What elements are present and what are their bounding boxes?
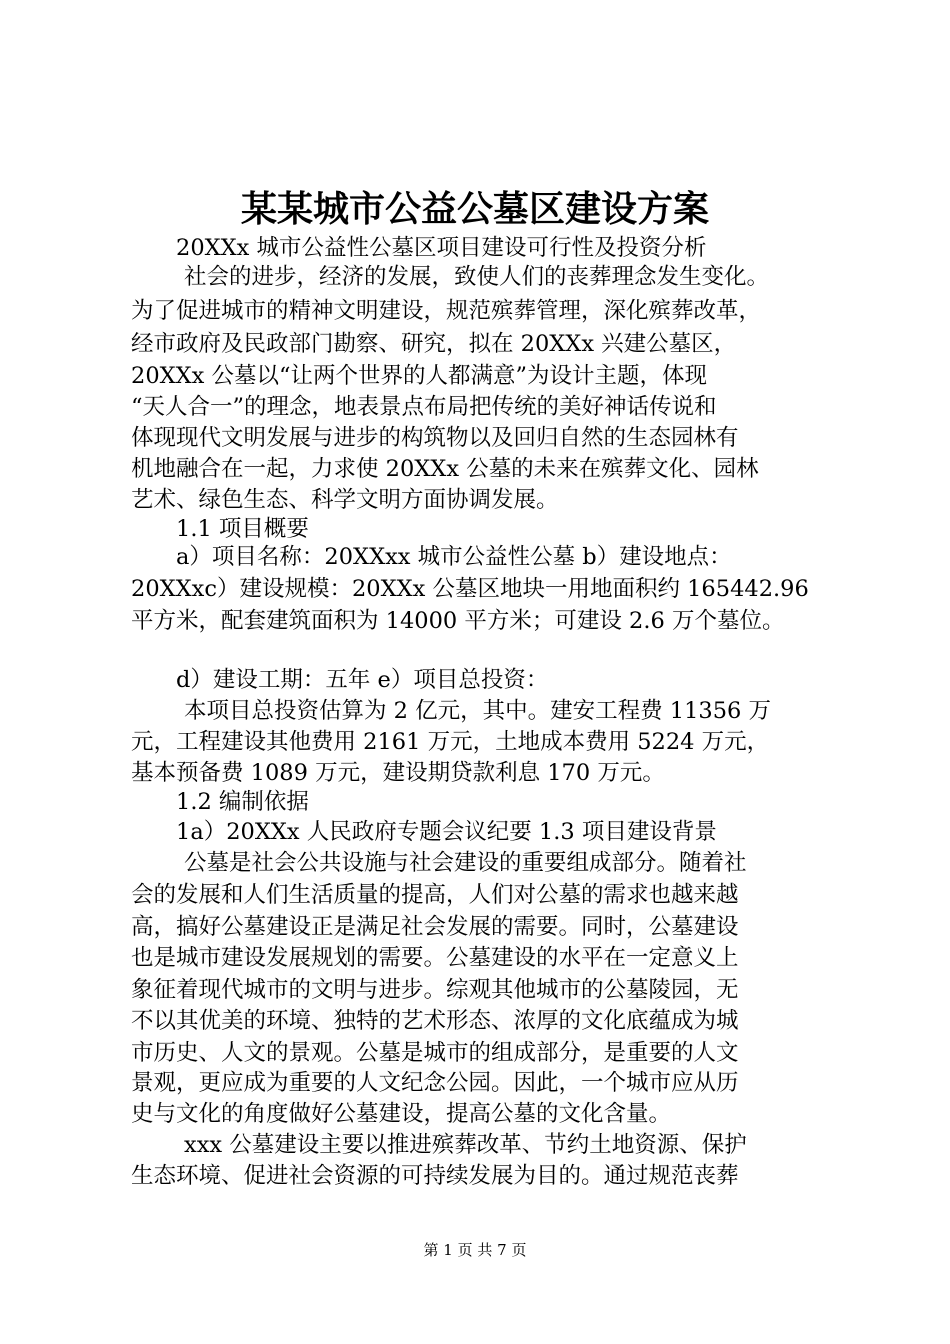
body-line: 机地融合在一起，力求使 20XXx 公墓的未来在殡葬文化、园林 [131, 456, 759, 482]
document-title: 某某城市公益公墓区建设方案 [240, 188, 709, 230]
body-line: 公墓是社会公共设施与社会建设的重要组成部分。随着社 [184, 850, 747, 876]
body-line: 市历史、人文的景观。公墓是城市的组成部分，是重要的人文 [131, 1040, 739, 1066]
body-line: 经市政府及民政部门勘察、研究，拟在 20XXx 兴建公墓区， [131, 331, 737, 357]
section-heading: 1.1 项目概要 [176, 516, 309, 542]
body-line: 艺术、绿色生态、科学文明方面协调发展。 [131, 487, 559, 513]
body-line: 景观，更应成为重要的人文纪念公园。因此，一个城市应从历 [131, 1070, 739, 1096]
body-line: 元，工程建设其他费用 2161 万元，土地成本费用 5224 万元， [131, 729, 770, 755]
body-line: 也是城市建设发展规划的需要。公墓建设的水平在一定意义上 [131, 945, 739, 971]
body-line: 象征着现代城市的文明与进步。综观其他城市的公墓陵园，无 [131, 977, 739, 1003]
body-line: 20XXx 公墓以“让两个世界的人都满意”为设计主题，体现 [131, 363, 708, 389]
body-line: 社会的进步，经济的发展，致使人们的丧葬理念发生变化。 [184, 264, 770, 290]
body-line: 基本预备费 1089 万元，建设期贷款利息 170 万元。 [131, 760, 665, 786]
body-line: 20XXx 城市公益性公墓区项目建设可行性及投资分析 [176, 235, 707, 261]
body-line: “天人合一”的理念，地表景点布局把传统的美好神话传说和 [131, 394, 717, 420]
section-heading: 1.2 编制依据 [176, 789, 309, 815]
body-line: 体现现代文明发展与进步的构筑物以及回归自然的生态园林有 [131, 425, 739, 451]
body-line: 为了促进城市的精神文明建设，规范殡葬管理，深化殡葬改革， [131, 298, 762, 324]
body-line: 1a）20XXx 人民政府专题会议纪要 1.3 项目建设背景 [176, 819, 717, 845]
body-line: d）建设工期：五年 e）项目总投资： [176, 667, 549, 693]
body-line: 会的发展和人们生活质量的提高，人们对公墓的需求也越来越 [131, 882, 739, 908]
body-line: 不以其优美的环境、独特的艺术形态、浓厚的文化底蕴成为城 [131, 1008, 739, 1034]
body-line: 史与文化的角度做好公墓建设，提高公墓的文化含量。 [131, 1101, 672, 1127]
body-line: 本项目总投资估算为 2 亿元，其中。建安工程费 11356 万 [184, 698, 772, 724]
body-line: 平方米，配套建筑面积为 14000 平方米；可建设 2.6 万个墓位。 [131, 608, 785, 634]
body-line: a）项目名称：20XXxx 城市公益性公墓 b）建设地点： [176, 544, 732, 570]
page-footer: 第 1 页 共 7 页 [423, 1241, 527, 1259]
body-line: 生态环境、促进社会资源的可持续发展为目的。通过规范丧葬 [131, 1163, 739, 1189]
body-line: 高，搞好公墓建设正是满足社会发展的需要。同时，公墓建设 [131, 914, 739, 940]
body-line: xxx 公墓建设主要以推进殡葬改革、节约土地资源、保护 [184, 1132, 747, 1158]
body-line: 20XXxc）建设规模：20XXx 公墓区地块一用地面积约 165442.96 [131, 576, 809, 602]
